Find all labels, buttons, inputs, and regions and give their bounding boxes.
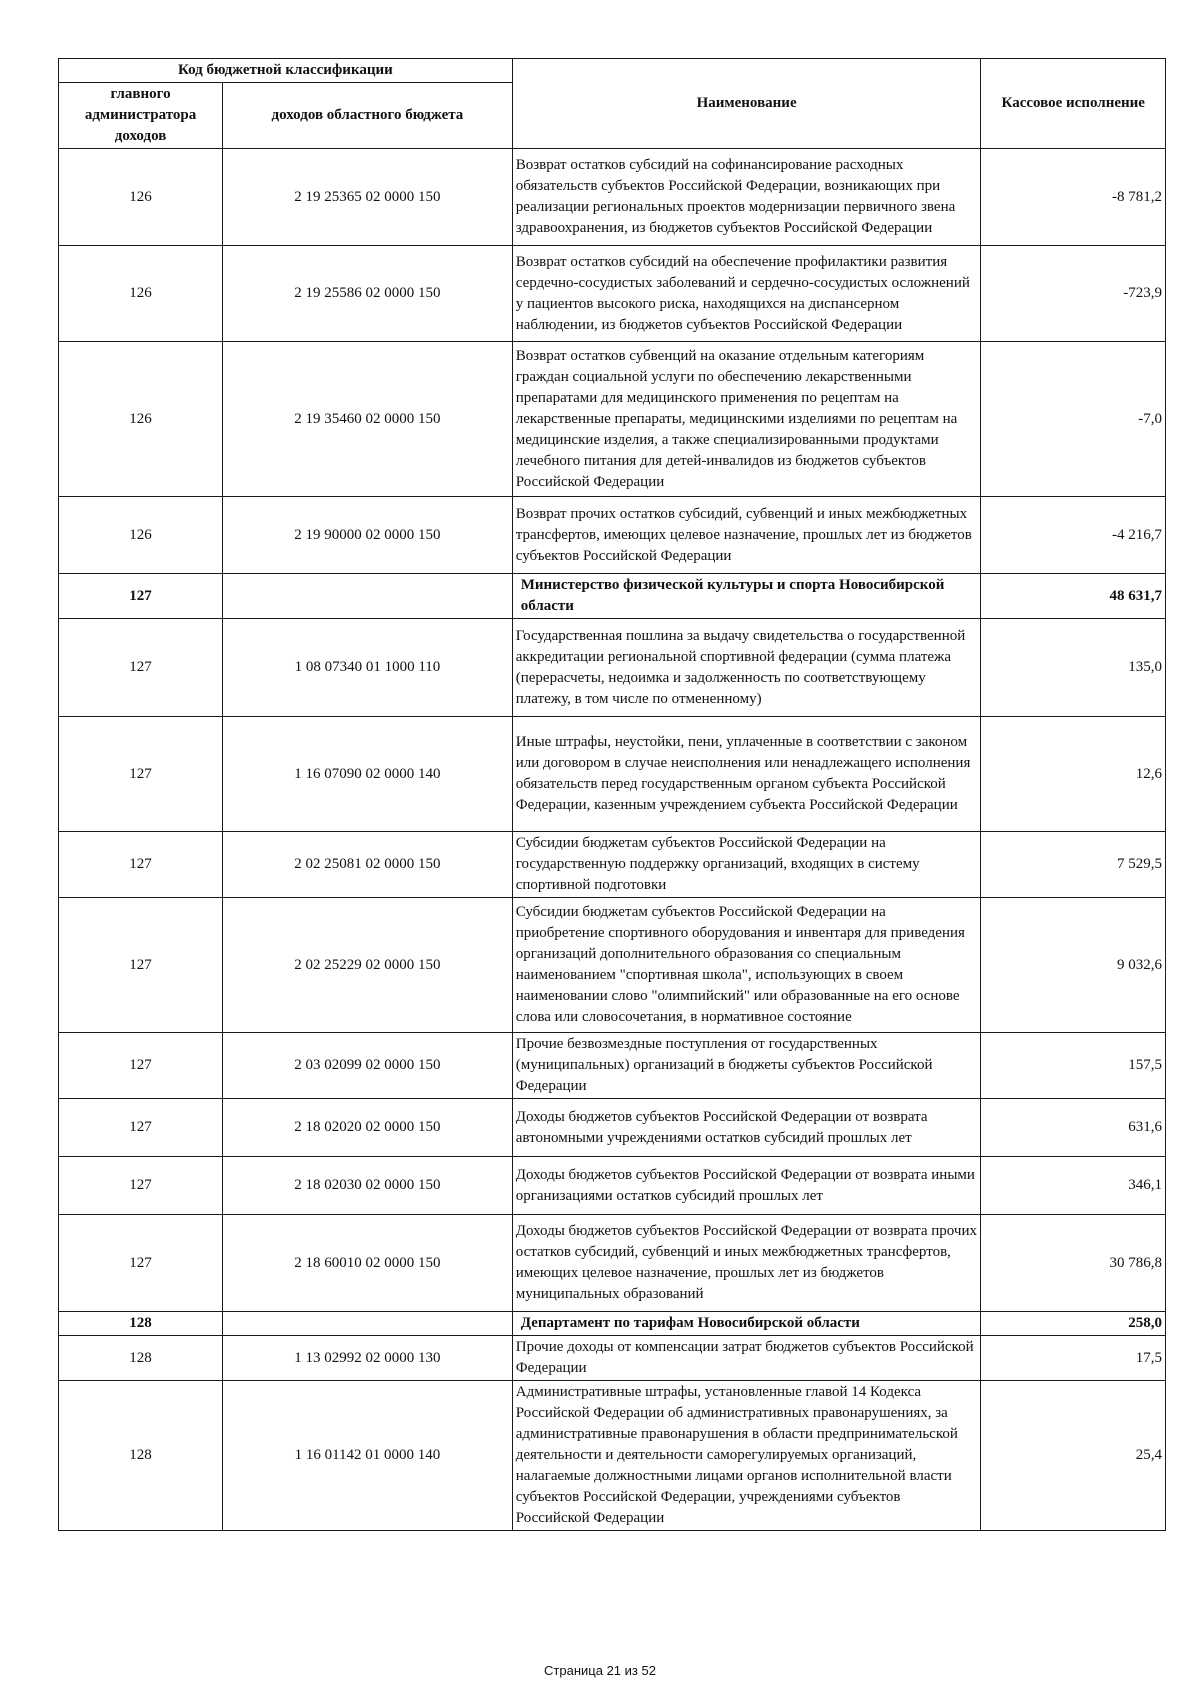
cash-execution-cell: -723,9 <box>981 246 1166 342</box>
income-code-cell: 1 16 01142 01 0000 140 <box>223 1381 513 1531</box>
admin-code-cell: 127 <box>59 1099 223 1157</box>
table-header <box>59 59 1166 149</box>
income-code-cell: 2 03 02099 02 0000 150 <box>223 1033 513 1099</box>
name-cell: Возврат прочих остатков субсидий, субвенций и иных межбюджетных трансфертов, имеющих целевое назначение, прошлых лет из бюджетов субъектов Российской Федерации <box>512 497 981 574</box>
income-code-cell: 2 19 35460 02 0000 150 <box>223 342 513 497</box>
cash-execution-cell: 48 631,7 <box>981 574 1166 619</box>
admin-code-cell: 128 <box>59 1381 223 1531</box>
cash-execution-cell: 12,6 <box>981 717 1166 832</box>
income-code-cell: 2 18 60010 02 0000 150 <box>223 1215 513 1312</box>
income-code-cell: 2 19 25365 02 0000 150 <box>223 149 513 246</box>
cash-execution-cell: 631,6 <box>981 1099 1166 1157</box>
cash-execution-cell: 30 786,8 <box>981 1215 1166 1312</box>
admin-code-cell: 127 <box>59 1033 223 1099</box>
admin-code-cell: 126 <box>59 149 223 246</box>
page-number: Страница 21 из 52 <box>544 1663 656 1678</box>
cash-execution-cell: 346,1 <box>981 1157 1166 1215</box>
cash-execution-cell: 17,5 <box>981 1336 1166 1381</box>
income-code-cell: 2 19 25586 02 0000 150 <box>223 246 513 342</box>
income-code-cell: 2 19 90000 02 0000 150 <box>223 497 513 574</box>
budget-table-container <box>58 58 1166 1531</box>
name-cell: Прочие безвозмездные поступления от государственных (муниципальных) организаций в бюджеты субъектов Российской Федерации <box>512 1033 981 1099</box>
name-cell: Иные штрафы, неустойки, пени, уплаченные в соответствии с законом или договором в случае неисполнения или ненадлежащего исполнения обязательств перед государственным органом субъекта Российской Федерации, казенным учреждением субъекта Российской Федерации <box>512 717 981 832</box>
table-row <box>59 717 1166 832</box>
income-code-cell: 1 08 07340 01 1000 110 <box>223 619 513 717</box>
table-row <box>59 1336 1166 1381</box>
header-main-administrator: главного администратора доходов <box>59 83 223 149</box>
admin-code-cell: 127 <box>59 1215 223 1312</box>
income-code-cell: 1 13 02992 02 0000 130 <box>223 1336 513 1381</box>
admin-code-cell: 127 <box>59 574 223 619</box>
table-row <box>59 1033 1166 1099</box>
income-code-cell: 1 16 07090 02 0000 140 <box>223 717 513 832</box>
table-row <box>59 1215 1166 1312</box>
table-row <box>59 832 1166 898</box>
table-row <box>59 1099 1166 1157</box>
admin-code-cell: 127 <box>59 832 223 898</box>
cash-execution-cell: 157,5 <box>981 1033 1166 1099</box>
header-cash-execution: Кассовое исполнение <box>981 59 1166 149</box>
table-row <box>59 246 1166 342</box>
header-group-budget-classification: Код бюджетной классификации <box>59 59 513 83</box>
table-row-section <box>59 1312 1166 1336</box>
admin-code-cell: 127 <box>59 898 223 1033</box>
name-cell: Доходы бюджетов субъектов Российской Федерации от возврата прочих остатков субсидий, субвенций и иных межбюджетных трансфертов, имеющих целевое назначение, прошлых лет из бюджетов муниципальных образований <box>512 1215 981 1312</box>
table-row <box>59 1157 1166 1215</box>
name-cell: Субсидии бюджетам субъектов Российской Федерации на приобретение спортивного оборудования и инвентаря для приведения организаций дополнительного образования со специальным наименованием "спортивная школа", использующих в своем наименовании слово "олимпийский" или образованные на его основе слова или словосочетания, в нормативное состояние <box>512 898 981 1033</box>
name-cell: Департамент по тарифам Новосибирской области <box>512 1312 981 1336</box>
table-row <box>59 342 1166 497</box>
header-name: Наименование <box>512 59 981 149</box>
table-row <box>59 497 1166 574</box>
admin-code-cell: 126 <box>59 246 223 342</box>
cash-execution-cell: -7,0 <box>981 342 1166 497</box>
header-regional-budget-income: доходов областного бюджета <box>223 83 513 149</box>
cash-execution-cell: 25,4 <box>981 1381 1166 1531</box>
admin-code-cell: 128 <box>59 1312 223 1336</box>
income-code-cell: 2 18 02030 02 0000 150 <box>223 1157 513 1215</box>
table-body <box>59 149 1166 1531</box>
name-cell: Доходы бюджетов субъектов Российской Федерации от возврата иными организациями остатков субсидий прошлых лет <box>512 1157 981 1215</box>
budget-income-table <box>58 58 1166 1531</box>
admin-code-cell: 126 <box>59 342 223 497</box>
table-row-section <box>59 574 1166 619</box>
name-cell: Государственная пошлина за выдачу свидетельства о государственной аккредитации региональной спортивной федерации (сумма платежа (перерасчеты, недоимка и задолженность по соответствующему платежу, в том числе по отмененному) <box>512 619 981 717</box>
cash-execution-cell: 258,0 <box>981 1312 1166 1336</box>
cash-execution-cell: 7 529,5 <box>981 832 1166 898</box>
income-code-cell: 2 18 02020 02 0000 150 <box>223 1099 513 1157</box>
name-cell: Министерство физической культуры и спорта Новосибирской области <box>512 574 981 619</box>
table-row <box>59 149 1166 246</box>
admin-code-cell: 126 <box>59 497 223 574</box>
income-code-cell: 2 02 25229 02 0000 150 <box>223 898 513 1033</box>
cash-execution-cell: -4 216,7 <box>981 497 1166 574</box>
table-row <box>59 619 1166 717</box>
income-code-cell <box>223 1312 513 1336</box>
cash-execution-cell: 9 032,6 <box>981 898 1166 1033</box>
cash-execution-cell: 135,0 <box>981 619 1166 717</box>
admin-code-cell: 127 <box>59 1157 223 1215</box>
income-code-cell <box>223 574 513 619</box>
income-code-cell: 2 02 25081 02 0000 150 <box>223 832 513 898</box>
name-cell: Субсидии бюджетам субъектов Российской Федерации на государственную поддержку организаций, входящих в систему спортивной подготовки <box>512 832 981 898</box>
cash-execution-cell: -8 781,2 <box>981 149 1166 246</box>
table-row <box>59 898 1166 1033</box>
name-cell: Возврат остатков субсидий на софинансирование расходных обязательств субъектов Российской Федерации, возникающих при реализации региональных проектов модернизации первичного звена здравоохранения, из бюджетов субъектов Российской Федерации <box>512 149 981 246</box>
admin-code-cell: 128 <box>59 1336 223 1381</box>
name-cell: Возврат остатков субсидий на обеспечение профилактики развития сердечно-сосудистых заболеваний и сердечно-сосудистых осложнений у пациентов высокого риска, находящихся на диспансерном наблюдении, из бюджетов субъектов Российской Федерации <box>512 246 981 342</box>
admin-code-cell: 127 <box>59 717 223 832</box>
name-cell: Прочие доходы от компенсации затрат бюджетов субъектов Российской Федерации <box>512 1336 981 1381</box>
name-cell: Административные штрафы, установленные главой 14 Кодекса Российской Федерации об административных правонарушениях, за административные правонарушения в области предпринимательской деятельности и деятельности саморегулируемых организаций, налагаемые должностными лицами органов исполнительной власти субъектов Российской Федерации, учреждениями субъектов Российской Федерации <box>512 1381 981 1531</box>
name-cell: Возврат остатков субвенций на оказание отдельным категориям граждан социальной услуги по обеспечению лекарственными препаратами для медицинского применения по рецептам на лекарственные препараты, медицинскими изделиями по рецептам на медицинские изделия, а также специализированными продуктами лечебного питания для детей-инвалидов из бюджетов субъектов Российской Федерации <box>512 342 981 497</box>
admin-code-cell: 127 <box>59 619 223 717</box>
name-cell: Доходы бюджетов субъектов Российской Федерации от возврата автономными учреждениями остатков субсидий прошлых лет <box>512 1099 981 1157</box>
table-row <box>59 1381 1166 1531</box>
